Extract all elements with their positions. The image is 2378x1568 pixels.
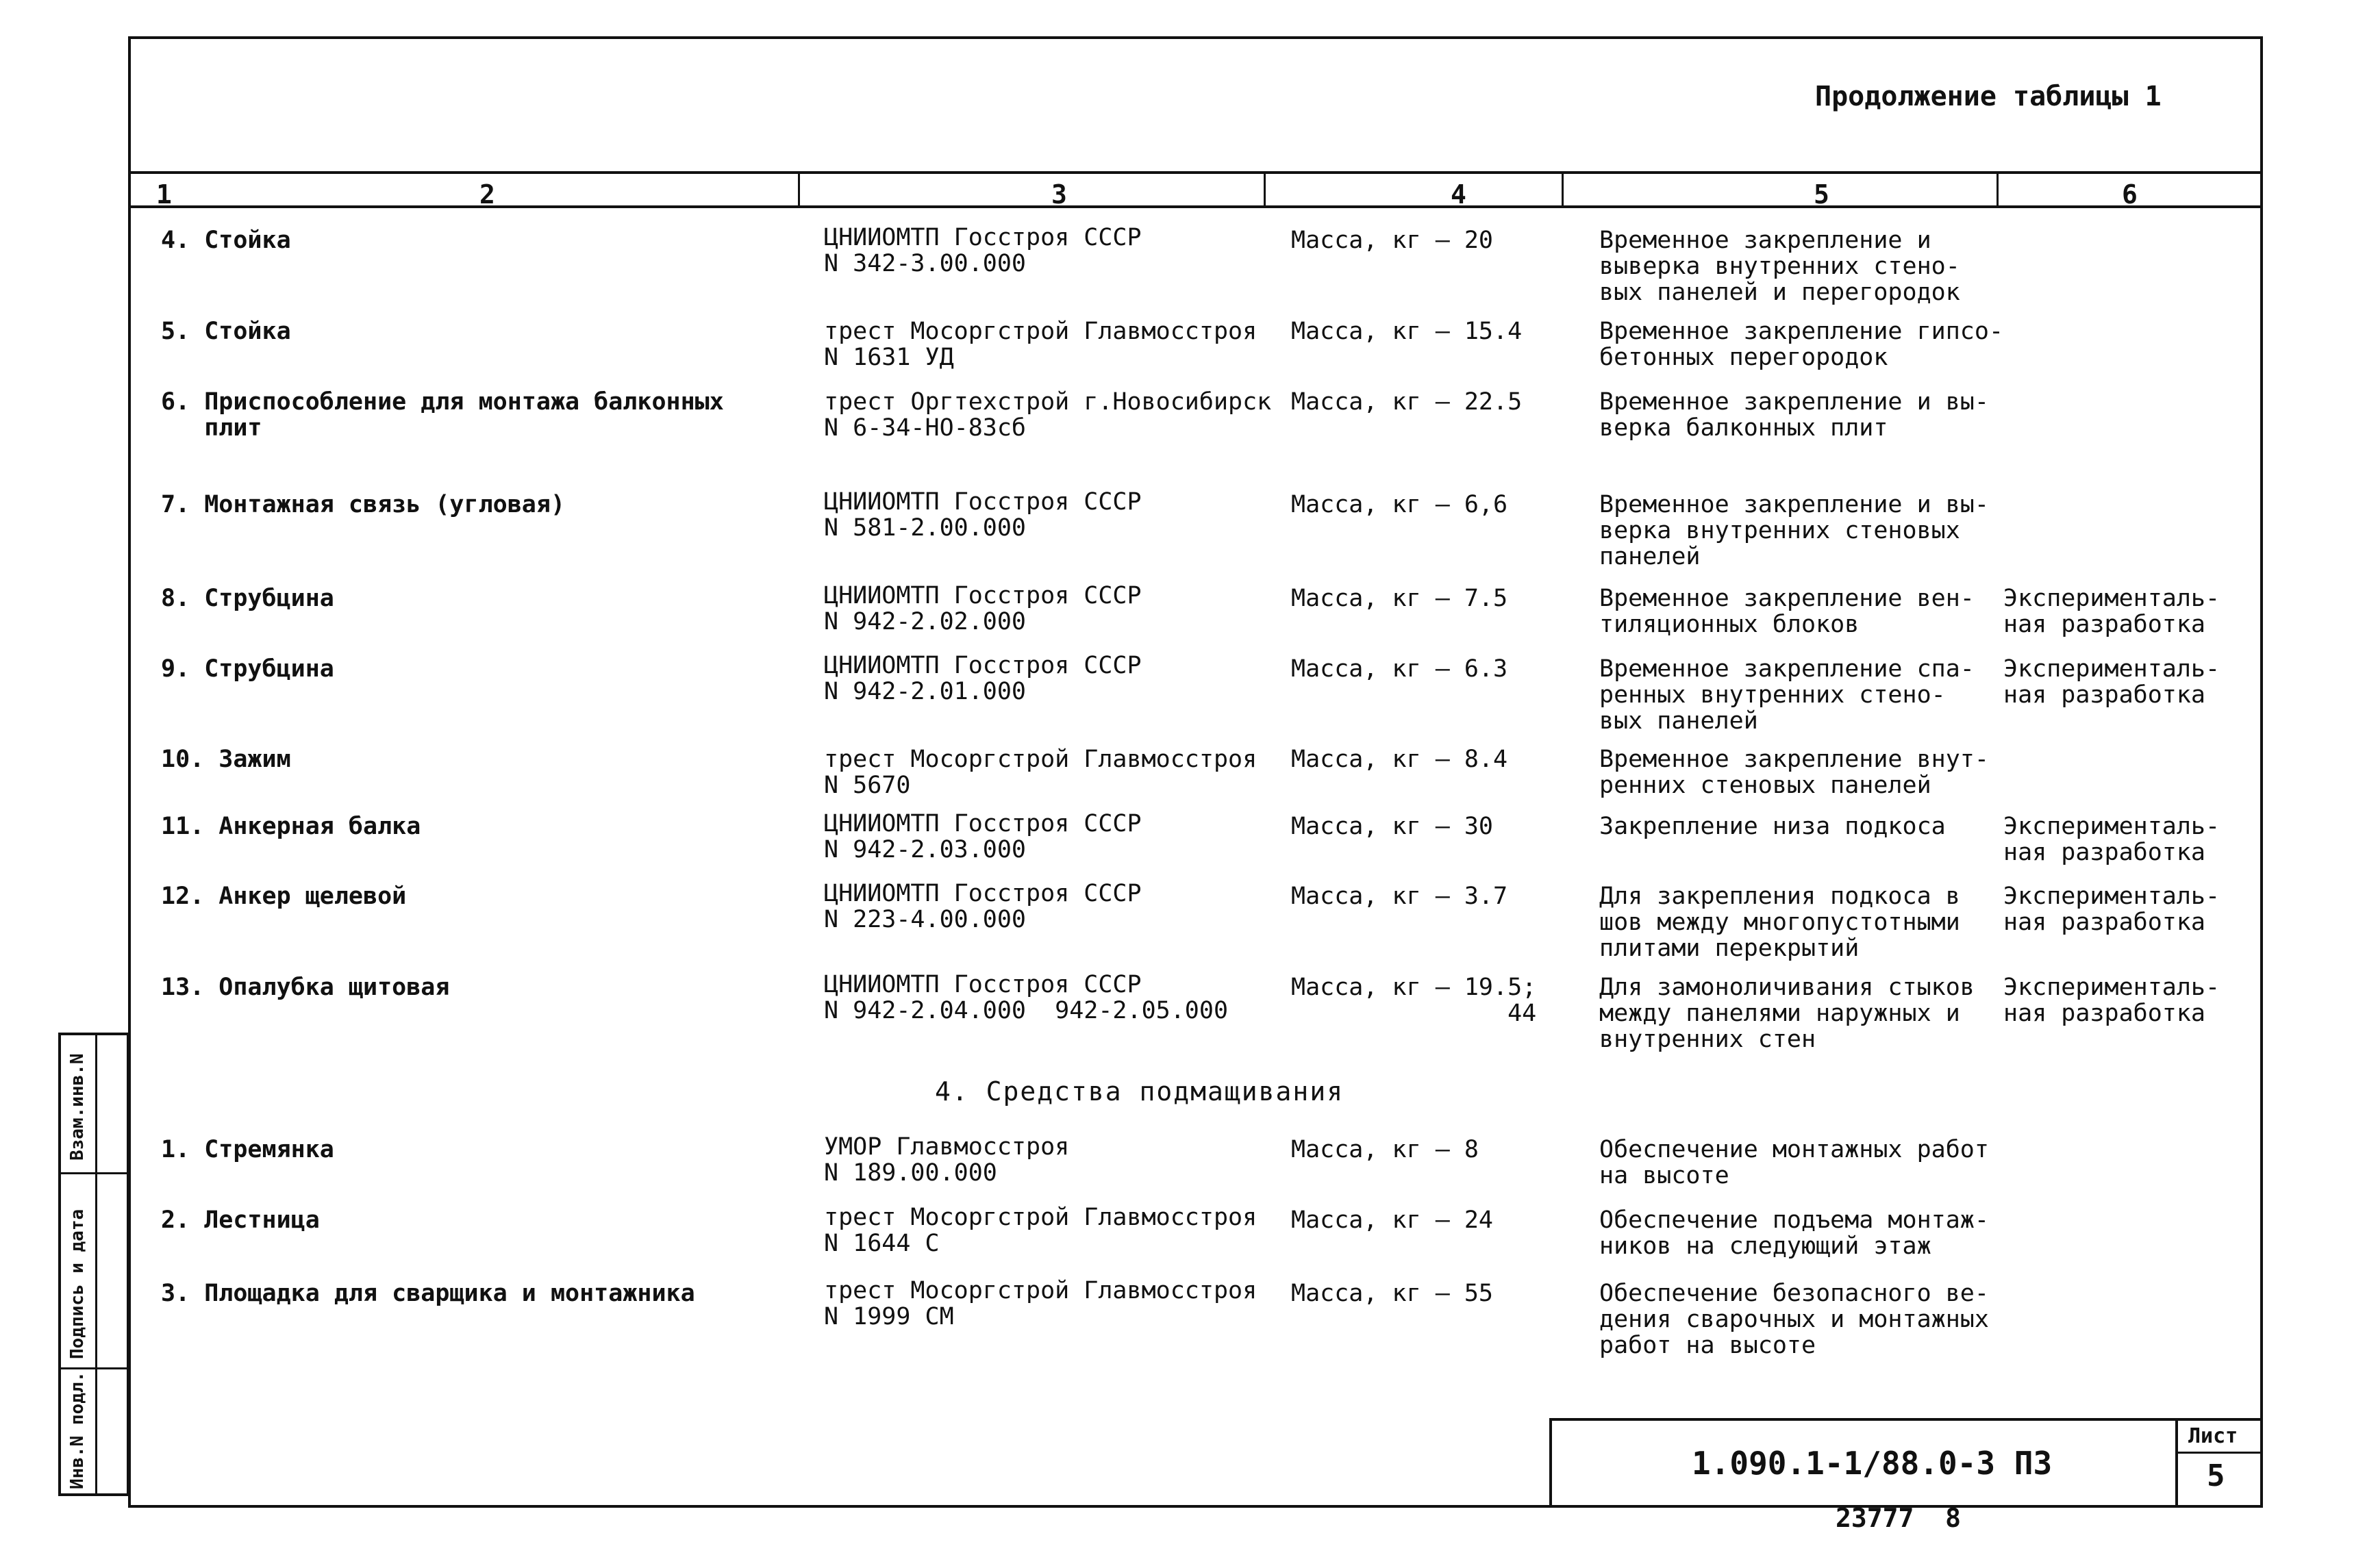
row-source: трест Оргтехстрой г.Новосибирск N 6-34-НО-83сб [824,388,1272,442]
row-mass: Масса, кг — 19.5; 44 [1291,974,1537,1027]
row-purpose: Для закрепления подкоса в шов между многопустотными плитами перекрытий [1599,883,1960,962]
row-source: трест Мосоргстрой Главмосстроя N 1631 УД [824,318,1257,371]
row-mass: Масса, кг — 8 [1291,1136,1479,1163]
col-sep-4-5 [1562,171,1564,205]
col-header-5: 5 [1814,179,1829,210]
col-sep-3-4 [1264,171,1266,205]
sheet-number: 5 [2207,1458,2225,1493]
row-mass: Масса, кг — 22.5 [1291,388,1523,416]
row-name: 9. Струбцина [161,655,334,683]
row-source: трест Мосоргстрой Главмосстроя N 5670 [824,746,1257,799]
row-purpose: Обеспечение монтажных работ на высоте [1599,1136,1989,1189]
row-name: 6. Приспособление для монтажа балконных плит [161,388,724,442]
col-header-6: 6 [2122,179,2138,210]
row-mass: Масса, кг — 6,6 [1291,491,1508,518]
col-header-3: 3 [1051,179,1067,210]
row-source: ЦНИИОМТП Госстроя СССР N 942-2.04.000 942-2.05.000 [824,971,1229,1024]
row-mass: Масса, кг — 3.7 [1291,883,1508,910]
sheet-label: Лист [2188,1424,2238,1448]
row-source: ЦНИИОМТП Госстроя СССР N 942-2.03.000 [824,810,1142,863]
row-mass: Масса, кг — 15.4 [1291,318,1523,345]
col-header-2: 2 [479,179,495,210]
row-name: 4. Стойка [161,227,291,254]
row-purpose: Временное закрепление внут- ренних стеновых панелей [1599,746,1989,799]
archive-number: 23777 8 [1836,1503,1962,1533]
row-source: трест Мосоргстрой Главмосстроя N 1999 СМ [824,1277,1257,1330]
row-purpose: Для замоноличивания стыков между панелями наружных и внутренних стен [1599,974,1975,1053]
row-source: ЦНИИОМТП Госстроя СССР N 942-2.02.000 [824,582,1142,635]
side-podpis-label: Подпись и дата [67,1209,88,1359]
side-stamp-divider [95,1035,97,1493]
row-purpose: Временное закрепление и вы- верка внутренних стеновых панелей [1599,491,1989,570]
row-source: ЦНИИОМТП Госстроя СССР N 942-2.01.000 [824,652,1142,705]
side-inv-label: Инв.N подл. [67,1371,88,1489]
row-purpose: Закрепление низа подкоса [1599,813,1946,840]
row-name: 7. Монтажная связь (угловая) [161,491,566,518]
continuation-label: Продолжение таблицы 1 [1815,81,2162,112]
col-header-4: 4 [1451,179,1466,210]
side-vzam-label: Взам.инв.N [67,1053,88,1161]
row-note: Эксперименталь- ная разработка [2003,813,2220,866]
row-source: ЦНИИОМТП Госстроя СССР N 342-3.00.000 [824,224,1142,277]
sheet-cell-hrule [2175,1452,2263,1454]
table-top-rule [128,171,2263,174]
row-name: 11. Анкерная балка [161,813,421,840]
row-purpose: Временное закрепление и вы- верка балконных плит [1599,388,1989,442]
row-mass: Масса, кг — 55 [1291,1280,1494,1307]
row-note: Эксперименталь- ная разработка [2003,655,2220,709]
row-purpose: Обеспечение подъема монтаж- ников на следующий этаж [1599,1206,1989,1260]
side-stamp-rule [61,1367,127,1369]
row-note: Эксперименталь- ная разработка [2003,585,2220,638]
table-header-rule [128,205,2263,208]
col-sep-2-3 [798,171,800,205]
row-name: 2. Лестница [161,1206,320,1234]
row-purpose: Временное закрепление спа- ренных внутренних стено- вых панелей [1599,655,1975,735]
document-code: 1.090.1-1/88.0-3 ПЗ [1692,1445,2053,1482]
row-purpose: Обеспечение безопасного ве- дения сварочных и монтажных работ на высоте [1599,1280,1989,1359]
row-mass: Масса, кг — 30 [1291,813,1494,840]
row-name: 1. Стремянка [161,1136,334,1163]
row-name: 8. Струбцина [161,585,334,612]
row-mass: Масса, кг — 7.5 [1291,585,1508,612]
row-source: трест Мосоргстрой Главмосстроя N 1644 С [824,1204,1257,1257]
col-header-1: 1 [156,179,172,210]
section-heading: 4. Средства подмащивания [935,1076,1344,1107]
side-stamp-rule [61,1172,127,1174]
row-source: ЦНИИОМТП Госстроя СССР N 223-4.00.000 [824,880,1142,933]
row-mass: Масса, кг — 20 [1291,227,1494,254]
col-sep-5-6 [1997,171,1999,205]
row-note: Эксперименталь- ная разработка [2003,883,2220,936]
row-name: 10. Зажим [161,746,291,773]
sheet-cell-divider [2175,1418,2178,1508]
row-note: Эксперименталь- ная разработка [2003,974,2220,1027]
row-mass: Масса, кг — 6.3 [1291,655,1508,683]
row-name: 5. Стойка [161,318,291,345]
row-mass: Масса, кг — 24 [1291,1206,1494,1234]
row-purpose: Временное закрепление гипсо- бетонных перегородок [1599,318,2004,371]
row-name: 3. Площадка для сварщика и монтажника [161,1280,695,1307]
row-mass: Масса, кг — 8.4 [1291,746,1508,773]
row-source: ЦНИИОМТП Госстроя СССР N 581-2.00.000 [824,488,1142,542]
row-purpose: Временное закрепление и выверка внутренних стено- вых панелей и перегородок [1599,227,1960,306]
row-name: 12. Анкер щелевой [161,883,407,910]
row-purpose: Временное закрепление вен- тиляционных блоков [1599,585,1975,638]
row-name: 13. Опалубка щитовая [161,974,450,1001]
row-source: УМОР Главмосстроя N 189.00.000 [824,1133,1070,1187]
